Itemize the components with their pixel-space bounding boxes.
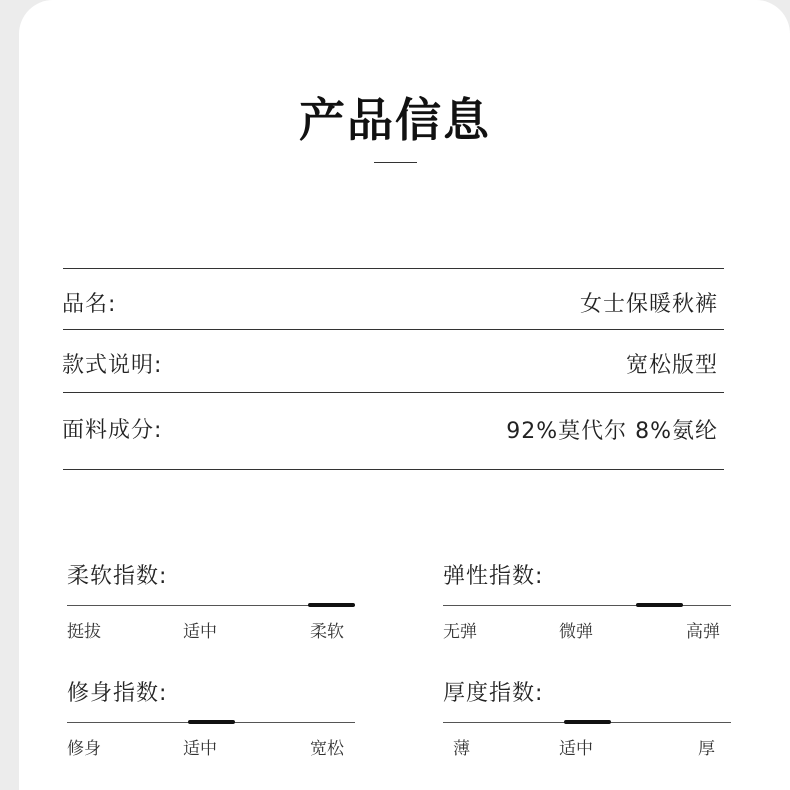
thickness-index [443, 676, 731, 766]
thickness-scale-high-label: 厚 [698, 739, 715, 759]
softness-scale-indicator [308, 603, 355, 607]
product-name-value: 女士保暖秋裤 [579, 292, 718, 317]
row-divider [63, 392, 724, 393]
thickness-scale-indicator [564, 720, 611, 724]
elasticity-scale-mid-label: 微弹 [559, 622, 593, 642]
fit-index-title: 修身指数: [67, 681, 168, 706]
thickness-scale-mid-label: 适中 [559, 739, 593, 759]
style-description-label: 款式说明: [62, 353, 163, 378]
elasticity-index [443, 559, 731, 649]
product-name-label: 品名: [62, 292, 117, 317]
table-bottom-divider [63, 469, 724, 470]
softness-scale-mid-label: 适中 [183, 622, 217, 642]
fit-scale-mid-label: 适中 [183, 739, 217, 759]
softness-index [67, 559, 355, 649]
thickness-index-title: 厚度指数: [443, 681, 544, 706]
softness-scale-high-label: 柔软 [310, 622, 344, 642]
softness-index-title: 柔软指数: [67, 564, 168, 589]
elasticity-index-title: 弹性指数: [443, 564, 544, 589]
softness-scale-low-label: 挺拔 [67, 622, 101, 642]
elasticity-scale-indicator [636, 603, 683, 607]
fit-index [67, 676, 355, 766]
style-description-value: 宽松版型 [625, 353, 718, 378]
elasticity-scale-low-label: 无弹 [443, 622, 477, 642]
elasticity-scale-high-label: 高弹 [686, 622, 720, 642]
table-top-divider [63, 268, 724, 269]
fit-scale-low-label: 修身 [67, 739, 101, 759]
row-divider [63, 329, 724, 330]
fabric-composition-value: 92%莫代尔 8%氨纶 [506, 419, 718, 444]
fit-scale-high-label: 宽松 [310, 739, 344, 759]
fabric-composition-label: 面料成分: [62, 418, 163, 443]
fit-scale-indicator [188, 720, 235, 724]
elasticity-scale-track [443, 605, 731, 606]
title-underline [374, 162, 417, 163]
thickness-scale-low-label: 薄 [453, 739, 470, 759]
page-title: 产品信息 [299, 93, 491, 147]
